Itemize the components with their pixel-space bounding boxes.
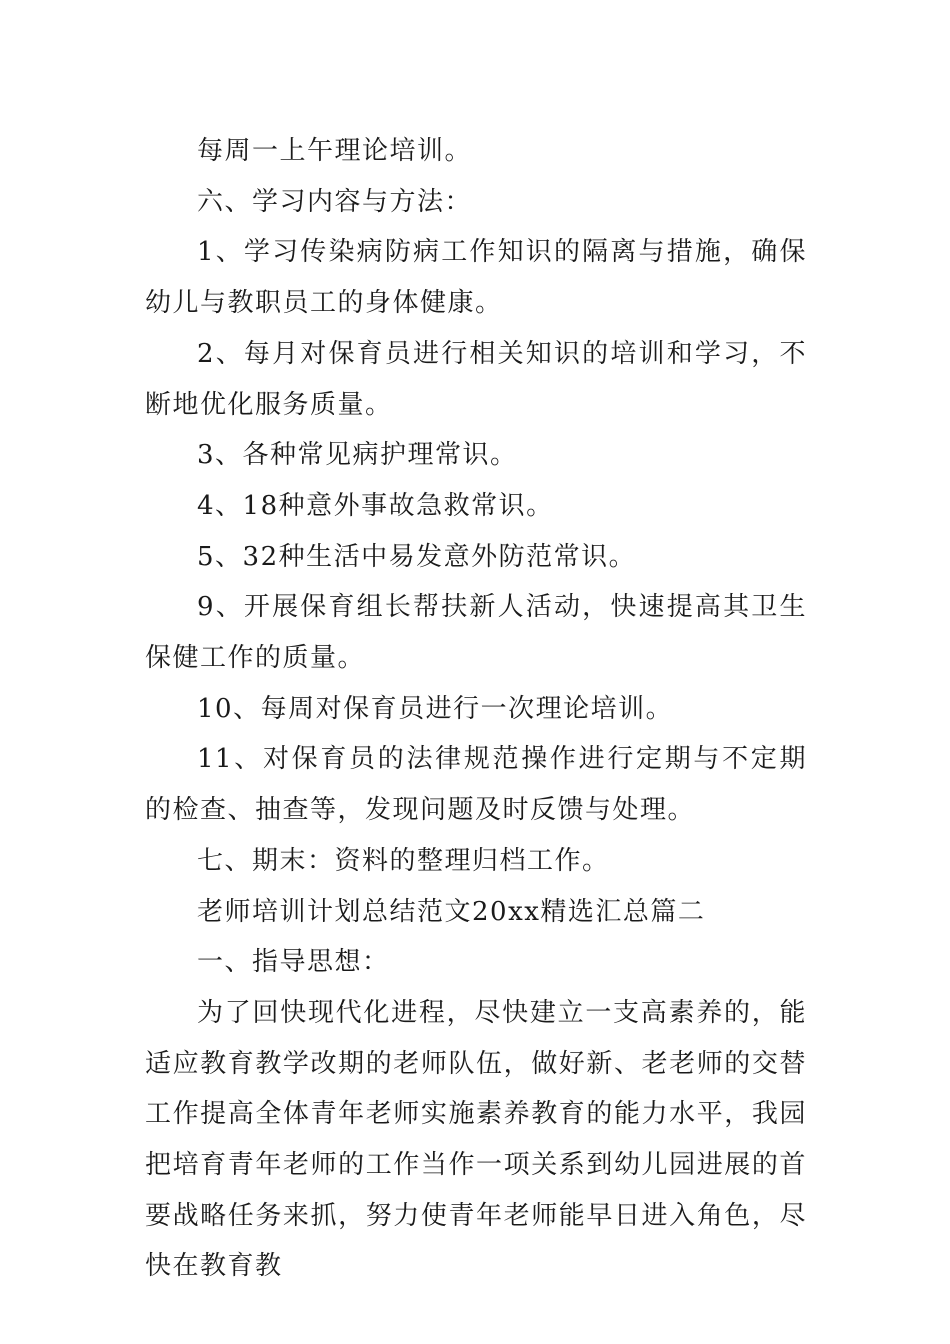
heading-section-six: 六、学习内容与方法： xyxy=(197,186,473,217)
paragraph-item-2: 2、每月对保育员进行相关知识的培训和学习，不断地优化服务质量。 xyxy=(145,338,807,420)
document-body xyxy=(145,126,807,1292)
paragraph-weekly-training: 每周一上午理论培训。 xyxy=(197,136,473,166)
paragraph-item-3: 3、各种常见病护理常识。 xyxy=(197,440,518,471)
paragraph-item-9: 9、开展保育组长帮扶新人活动，快速提高其卫生保健工作的质量。 xyxy=(145,592,807,674)
paragraph-item-1: 1、学习传染病防病工作知识的隔离与措施，确保幼儿与教职员工的身体健康。 xyxy=(145,237,807,319)
article-title-part-two: 老师培训计划总结范文20xx精选汇总篇二 xyxy=(197,896,706,927)
heading-section-seven: 七、期末：资料的整理归档工作。 xyxy=(197,845,610,876)
heading-guiding-thought: 一、指导思想： xyxy=(197,947,390,978)
paragraph-guiding-thought-body: 为了回快现代化进程，尽快建立一支高素养的，能适应教育教学改期的老师队伍，做好新、老老师的交替工作提高全体青年老师实施素养教育的能力水平，我园把培育青年老师的工作当作一项关系到幼儿园进展的首要战略任务来抓，努力使青年老师能早日进入角色，尽快在教育教 xyxy=(145,997,807,1282)
paragraph-item-5: 5、32种生活中易发意外防范常识。 xyxy=(197,541,637,572)
paragraph-item-11: 11、对保育员的法律规范操作进行定期与不定期的检查、抽查等，发现问题及时反馈与处理。 xyxy=(145,744,807,826)
paragraph-item-10: 10、每周对保育员进行一次理论培训。 xyxy=(197,693,674,724)
paragraph-item-4: 4、18种意外事故急救常识。 xyxy=(197,490,554,521)
